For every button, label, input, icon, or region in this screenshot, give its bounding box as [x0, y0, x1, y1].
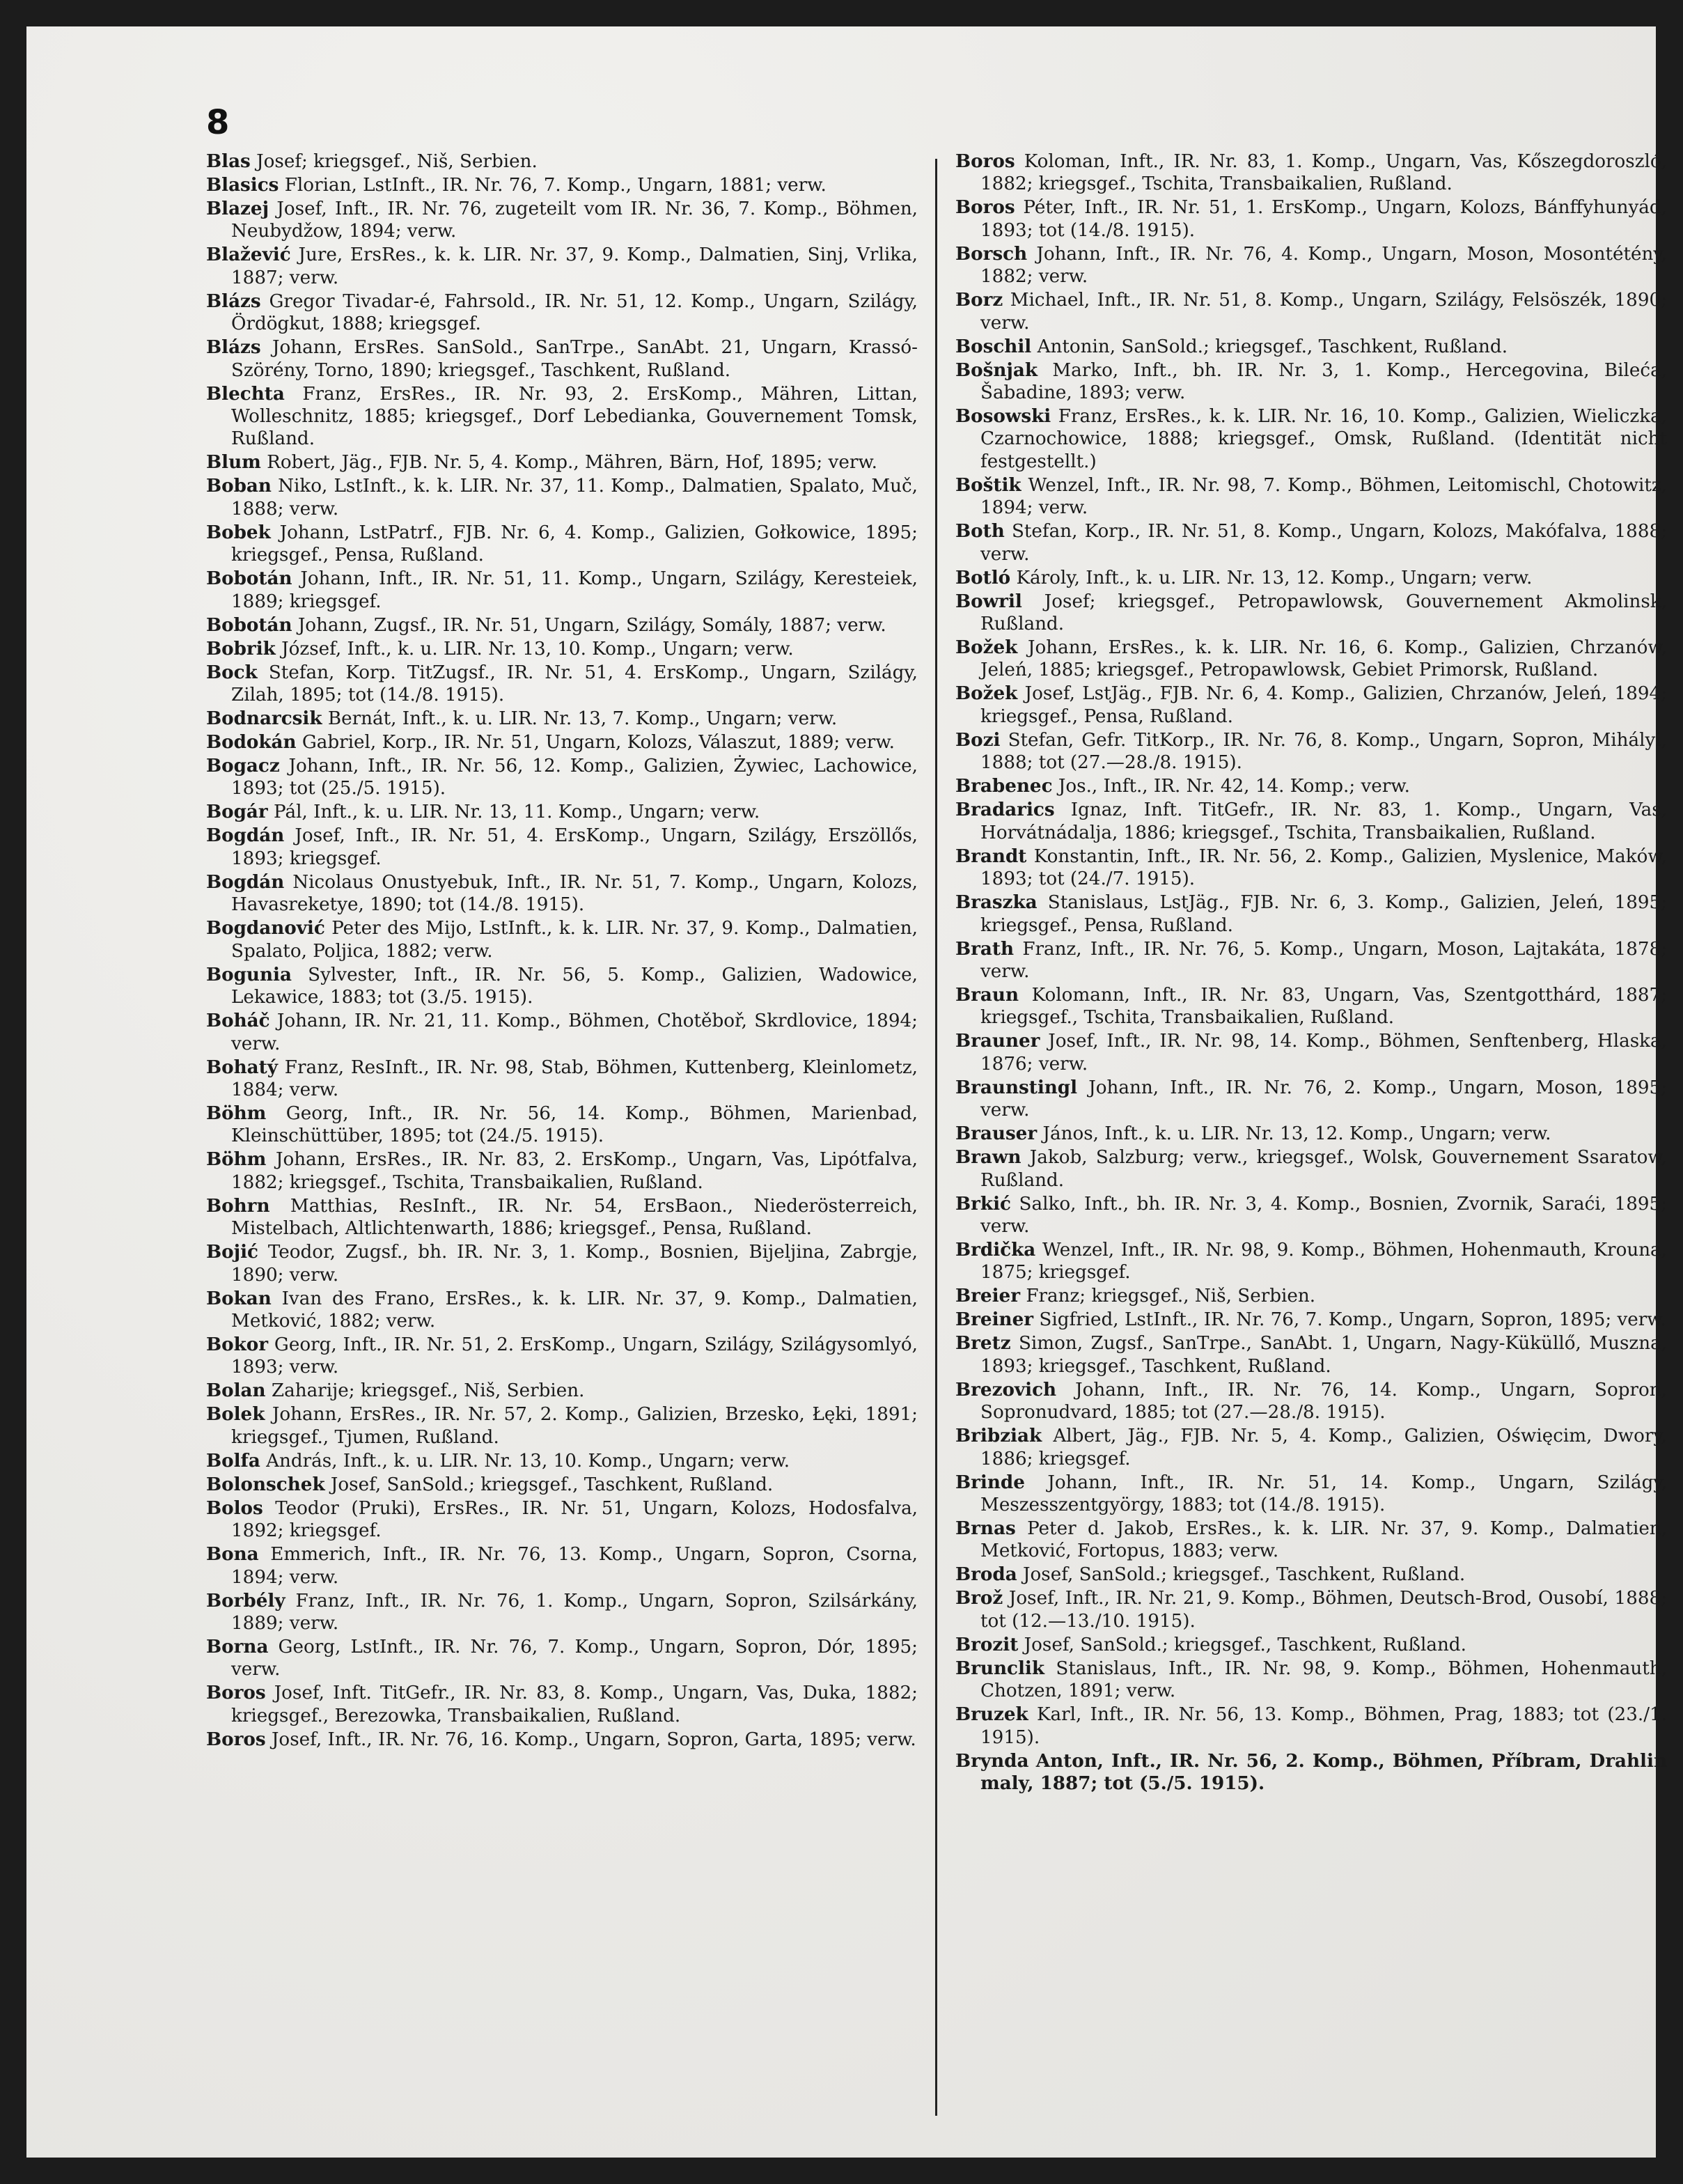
list-entry — [955, 775, 1667, 797]
entry-details: Péter, Inft., IR. Nr. 51, 1. ErsKomp., Ungarn, Kolozs, Bánffyhunyád, 1893; tot (14./8. 1915). — [980, 197, 1668, 241]
list-entry — [206, 1056, 918, 1102]
list-entry — [206, 568, 918, 613]
entry-surname: Bolonschek — [206, 1473, 325, 1495]
entry-surname: Brynda — [955, 1749, 1029, 1772]
list-entry — [206, 336, 918, 382]
entry-surname: Blum — [206, 451, 261, 474]
entry-surname: Bogacz — [206, 755, 280, 777]
list-entry — [206, 708, 918, 730]
list-entry — [955, 729, 1667, 774]
list-entry — [206, 1590, 918, 1635]
entry-details: Josef; kriegsgef., Petropawlowsk, Gouvernement Akmolinsk, Rußland. — [980, 591, 1667, 635]
entry-surname: Brezovich — [955, 1378, 1057, 1401]
entry-surname: Boštik — [955, 474, 1021, 496]
entry-surname: Bosowski — [955, 405, 1051, 428]
entry-surname: Bradarics — [955, 799, 1055, 821]
entry-surname: Bretz — [955, 1332, 1011, 1355]
list-entry — [206, 614, 918, 637]
entry-surname: Boháč — [206, 1010, 270, 1032]
entry-surname: Bobrik — [206, 637, 276, 660]
entry-surname: Bona — [206, 1543, 259, 1566]
list-entry — [955, 845, 1667, 891]
entry-surname: Blechta — [206, 382, 285, 405]
entry-details: Josef, Inft., IR. Nr. 51, 4. ErsKomp., Ungarn, Szilágy, Erszöllős, 1893; kriegsgef. — [231, 825, 918, 869]
list-entry — [206, 1636, 918, 1681]
entry-details: Johann, ErsRes., k. k. LIR. Nr. 16, 6. Komp., Galizien, Chrzanów, Jeleń, 1885; kriegsgef., Petropawlowsk, Gebiet Primorsk, Rußland. — [980, 637, 1668, 681]
list-entry — [206, 1288, 918, 1333]
entry-surname: Brawn — [955, 1146, 1021, 1169]
list-entry — [206, 1241, 918, 1286]
list-entry — [206, 1403, 918, 1449]
entry-details: Antonin, SanSold.; kriegsgef., Taschkent, Rußland. — [1037, 336, 1508, 357]
entry-details: Wenzel, Inft., IR. Nr. 98, 9. Komp., Böhmen, Hohenmauth, Krouna, 1875; kriegsgef. — [980, 1239, 1667, 1284]
entry-details: Károly, Inft., k. u. LIR. Nr. 13, 12. Komp., Ungarn; verw. — [1016, 567, 1533, 588]
entry-surname: Blázs — [206, 290, 261, 312]
right-column — [955, 150, 1667, 1796]
page-number: 8 — [206, 103, 230, 142]
entry-surname: Botló — [955, 566, 1011, 588]
list-entry — [206, 731, 918, 754]
entry-surname: Brož — [955, 1587, 1003, 1609]
left-column — [206, 150, 918, 1752]
list-entry — [955, 1750, 1667, 1795]
entry-details: Johann, Inft., IR. Nr. 51, 14. Komp., Ungarn, Szilágy, Meszesszentgyörgy, 1883; tot (14./8. 1915). — [980, 1472, 1668, 1515]
entry-details: József, Inft., k. u. LIR. Nr. 13, 10. Komp., Ungarn; verw. — [281, 638, 794, 660]
entry-details: Wenzel, Inft., IR. Nr. 98, 7. Komp., Böhmen, Leitomischl, Chotowitz, 1894; verw. — [980, 474, 1668, 519]
entry-surname: Bokan — [206, 1287, 272, 1309]
list-entry — [955, 150, 1667, 196]
entry-details: Koloman, Inft., IR. Nr. 83, 1. Komp., Ungarn, Vas, Kőszegdoroszló, 1882; kriegsgef., Tschita, Transbaikalien, Rußland. — [980, 151, 1667, 195]
entry-surname: Breier — [955, 1285, 1020, 1307]
list-entry — [955, 567, 1667, 589]
entry-details: Matthias, ResInft., IR. Nr. 54, ErsBaon., Niederösterreich, Mistelbach, Altlichtenwarth, 1886; kriegsgef., Pensa, Rußland. — [231, 1195, 918, 1240]
entry-details: Johann, Zugsf., IR. Nr. 51, Ungarn, Szilágy, Somály, 1887; verw. — [297, 614, 886, 636]
list-entry — [955, 799, 1667, 844]
entry-details: Josef, Inft. TitGefr., IR. Nr. 83, 8. Komp., Ungarn, Vas, Duka, 1882; kriegsgef., Berezowka, Transbaikalien, Rußland. — [231, 1683, 918, 1726]
list-entry — [955, 1703, 1667, 1749]
list-entry — [955, 359, 1667, 405]
entry-details: Jure, ErsRes., k. k. LIR. Nr. 37, 9. Komp., Dalmatien, Sinj, Vrlika, 1887; verw. — [231, 244, 918, 288]
list-entry — [206, 290, 918, 336]
entry-surname: Bohatý — [206, 1056, 278, 1078]
entry-surname: Bobotán — [206, 614, 292, 636]
entry-details: Johann, LstPatrf., FJB. Nr. 6, 4. Komp., Galizien, Gołkowice, 1895; kriegsgef., Pensa, Rußland. — [231, 522, 918, 566]
list-entry — [955, 1472, 1667, 1517]
list-entry — [206, 662, 918, 707]
list-entry — [955, 1193, 1667, 1238]
entry-surname: Both — [955, 520, 1005, 543]
list-entry — [955, 1285, 1667, 1307]
entry-details: Florian, LstInft., IR. Nr. 76, 7. Komp., Ungarn, 1881; verw. — [284, 175, 827, 196]
entry-surname: Bobotán — [206, 568, 292, 590]
entry-details: Franz, Inft., IR. Nr. 76, 1. Komp., Ungarn, Sopron, Szilsárkány, 1889; verw. — [231, 1590, 918, 1634]
entry-surname: Broda — [955, 1563, 1017, 1586]
list-entry — [206, 1102, 918, 1148]
entry-details: Stefan, Korp., IR. Nr. 51, 8. Komp., Ungarn, Kolozs, Makófalva, 1888; verw. — [980, 521, 1667, 565]
entry-surname: Bobek — [206, 521, 271, 543]
entry-details: Peter des Mijo, LstInft., k. k. LIR. Nr. 37, 9. Komp., Dalmatien, Spalato, Poljica, 1882; verw. — [231, 918, 918, 962]
list-entry — [206, 964, 918, 1009]
entry-surname: Braun — [955, 983, 1019, 1006]
list-entry — [206, 1380, 918, 1402]
list-entry — [206, 174, 918, 196]
list-entry — [206, 475, 918, 520]
entry-details: Josef, Inft., IR. Nr. 76, 16. Komp., Ungarn, Sopron, Garta, 1895; verw. — [271, 1729, 916, 1750]
list-entry — [206, 638, 918, 660]
entry-details: Peter d. Jakob, ErsRes., k. k. LIR. Nr. 37, 9. Komp., Dalmatien, Metković, Fortopus, 1883; verw. — [980, 1518, 1668, 1562]
entry-details: Anton, Inft., IR. Nr. 56, 2. Komp., Böhmen, Příbram, Drahlin maly, 1887; tot (5./5. 1915). — [980, 1749, 1667, 1794]
entry-details: Karl, Inft., IR. Nr. 56, 13. Komp., Böhmen, Prag, 1883; tot (23./1. 1915). — [980, 1704, 1668, 1748]
entry-surname: Bokor — [206, 1333, 269, 1355]
entry-details: Josef, Inft., IR. Nr. 76, zugeteilt vom IR. Nr. 36, 7. Komp., Böhmen, Neubydžow, 1894; verw. — [231, 198, 918, 242]
entry-details: Josef, LstJäg., FJB. Nr. 6, 4. Komp., Galizien, Chrzanów, Jeleń, 1894; kriegsgef., Pensa, Rußland. — [980, 683, 1668, 727]
entry-details: Ignaz, Inft. TitGefr., IR. Nr. 83, 1. Komp., Ungarn, Vas, Horvátnádalja, 1886; kriegsgef., Tschita, Transbaikalien, Rußland. — [980, 800, 1668, 843]
list-entry — [206, 383, 918, 451]
entry-surname: Borz — [955, 289, 1003, 311]
entry-details: Sigfried, LstInft., IR. Nr. 76, 7. Komp., Ungarn, Sopron, 1895; verw. — [1039, 1309, 1666, 1331]
list-entry — [206, 1543, 918, 1589]
entry-surname: Božek — [955, 682, 1018, 705]
list-entry — [955, 984, 1667, 1029]
list-entry — [955, 405, 1667, 473]
entry-details: Johann, Inft., IR. Nr. 51, 11. Komp., Ungarn, Szilágy, Keresteiek, 1889; kriegsgef. — [231, 568, 918, 612]
entry-surname: Bolan — [206, 1380, 266, 1402]
list-entry — [955, 1123, 1667, 1145]
entry-details: Franz; kriegsgef., Niš, Serbien. — [1026, 1286, 1316, 1307]
list-entry — [955, 243, 1667, 288]
list-entry — [206, 1450, 918, 1472]
entry-surname: Bogdán — [206, 825, 285, 847]
list-entry — [206, 1334, 918, 1379]
entry-details: Stefan, Korp. TitZugsf., IR. Nr. 51, 4. ErsKomp., Ungarn, Szilágy, Zilah, 1895; tot (14./8. 1915). — [231, 662, 918, 706]
list-entry — [206, 1682, 918, 1727]
list-entry — [955, 891, 1667, 937]
entry-surname: Braszka — [955, 891, 1038, 914]
entry-details: Bernát, Inft., k. u. LIR. Nr. 13, 7. Komp., Ungarn; verw. — [327, 708, 838, 730]
list-entry — [955, 1518, 1667, 1563]
list-entry — [206, 755, 918, 800]
entry-surname: Boros — [955, 196, 1015, 219]
entry-surname: Brandt — [955, 845, 1027, 867]
entry-details: Kolomann, Inft., IR. Nr. 83, Ungarn, Vas, Szentgotthárd, 1887; kriegsgef., Tschita, Transbaikalien, Rußland. — [980, 984, 1667, 1029]
entry-surname: Brozit — [955, 1633, 1019, 1655]
entry-details: Jakob, Salzburg; verw., kriegsgef., Wolsk, Gouvernement Ssaratow, Rußland. — [980, 1147, 1667, 1191]
entry-surname: Bohrn — [206, 1194, 270, 1217]
entry-details: Emmerich, Inft., IR. Nr. 76, 13. Komp., Ungarn, Sopron, Csorna, 1894; verw. — [231, 1544, 918, 1588]
entry-details: Nicolaus Onustyebuk, Inft., IR. Nr. 51, 7. Komp., Ungarn, Kolozs, Havasreketye, 1890; tot (14./8. 1915). — [231, 871, 918, 916]
list-entry — [955, 591, 1667, 636]
entry-surname: Boros — [206, 1728, 266, 1750]
entry-surname: Brunclik — [955, 1657, 1044, 1679]
entry-details: Johann, IR. Nr. 21, 11. Komp., Böhmen, Chotěboř, Skrdlovice, 1894; verw. — [231, 1011, 918, 1054]
list-entry — [955, 1239, 1667, 1284]
entry-details: Salko, Inft., bh. IR. Nr. 3, 4. Komp., Bosnien, Zvornik, Saraći, 1895; verw. — [980, 1193, 1668, 1237]
list-entry — [206, 801, 918, 823]
list-entry — [206, 198, 918, 243]
entry-details: Johann, ErsRes., IR. Nr. 57, 2. Komp., Galizien, Brzesko, Łęki, 1891; kriegsgef., Tjumen, Rußland. — [231, 1404, 918, 1448]
list-entry — [955, 1634, 1667, 1656]
entry-details: András, Inft., k. u. LIR. Nr. 13, 10. Komp., Ungarn; verw. — [266, 1450, 790, 1472]
list-entry — [206, 1497, 918, 1543]
entry-details: Jos., Inft., IR. Nr. 42, 14. Komp.; verw. — [1058, 776, 1410, 797]
list-entry — [955, 938, 1667, 983]
entry-surname: Borna — [206, 1635, 269, 1658]
entry-details: Michael, Inft., IR. Nr. 51, 8. Komp., Ungarn, Szilágy, Felsöszék, 1890; verw. — [980, 290, 1667, 334]
entry-details: Franz, ResInft., IR. Nr. 98, Stab, Böhmen, Kuttenberg, Kleinlometz, 1884; verw. — [231, 1056, 918, 1100]
list-entry — [955, 520, 1667, 566]
entry-details: Konstantin, Inft., IR. Nr. 56, 2. Komp., Galizien, Myslenice, Maków, 1893; tot (24./7. 1915). — [980, 845, 1667, 890]
column-divider — [935, 159, 937, 2116]
list-entry — [955, 474, 1667, 520]
entry-surname: Braunstingl — [955, 1076, 1078, 1098]
entry-surname: Brath — [955, 937, 1015, 960]
entry-surname: Bogdanović — [206, 917, 325, 939]
entry-surname: Borbély — [206, 1589, 285, 1612]
entry-surname: Brabenec — [955, 775, 1053, 797]
entry-surname: Bojić — [206, 1241, 258, 1263]
entry-details: Franz, ErsRes., k. k. LIR. Nr. 16, 10. Komp., Galizien, Wieliczka, Czarnochowice, 1888; kriegsgef., Omsk, Rußland. (Identität nicht festgestellt.) — [980, 406, 1667, 472]
list-entry — [955, 1030, 1667, 1075]
entry-details: Albert, Jäg., FJB. Nr. 5, 4. Komp., Galizien, Oświęcim, Dwory, 1886; kriegsgef. — [980, 1426, 1667, 1469]
entry-surname: Bošnjak — [955, 359, 1038, 381]
entry-details: Ivan des Frano, ErsRes., k. k. LIR. Nr. 37, 9. Komp., Dalmatien, Metković, 1882; verw. — [231, 1288, 918, 1332]
entry-details: Josef, SanSold.; kriegsgef., Taschkent, Rußland. — [1023, 1564, 1466, 1586]
entry-details: Franz, ErsRes., IR. Nr. 93, 2. ErsKomp., Mähren, Littan, Wolleschnitz, 1885; kriegsgef., Dorf Lebedianka, Gouvernement Tomsk, Rußland. — [231, 383, 918, 450]
entry-details: Franz, Inft., IR. Nr. 76, 5. Komp., Ungarn, Moson, Lajtakáta, 1878; verw. — [980, 938, 1667, 982]
entry-details: Josef, Inft., IR. Nr. 98, 14. Komp., Böhmen, Senftenberg, Hlaska, 1876; verw. — [980, 1031, 1667, 1075]
entry-details: Josef, SanSold.; kriegsgef., Taschkent, Rußland. — [1024, 1634, 1466, 1655]
entry-surname: Bribziak — [955, 1425, 1042, 1447]
entry-details: Georg, Inft., IR. Nr. 51, 2. ErsKomp., Ungarn, Szilágy, Szilágysomlyó, 1893; verw. — [231, 1334, 918, 1378]
list-entry — [955, 336, 1667, 358]
entry-details: Robert, Jäg., FJB. Nr. 5, 4. Komp., Mähren, Bärn, Hof, 1895; verw. — [267, 452, 877, 474]
entry-surname: Bozi — [955, 728, 1001, 751]
entry-surname: Boros — [955, 150, 1015, 172]
entry-details: Johann, Inft., IR. Nr. 76, 4. Komp., Ungarn, Moson, Mosontétény, 1882; verw. — [980, 243, 1667, 288]
entry-surname: Bogár — [206, 801, 268, 823]
entry-surname: Bruzek — [955, 1703, 1028, 1726]
list-entry — [955, 1146, 1667, 1192]
entry-details: Teodor, Zugsf., bh. IR. Nr. 3, 1. Komp., Bosnien, Bijeljina, Zabrgje, 1890; verw. — [231, 1242, 918, 1286]
entry-details: Josef, Inft., IR. Nr. 21, 9. Komp., Böhmen, Deutsch-Brod, Ousobí, 1888; tot (12.—13./10. 1915). — [980, 1588, 1668, 1632]
list-entry — [955, 1309, 1667, 1331]
list-entry — [955, 1563, 1667, 1586]
entry-details: Stanislaus, LstJäg., FJB. Nr. 6, 3. Komp., Galizien, Jeleń, 1895; kriegsgef., Pensa, Rußland. — [980, 892, 1668, 936]
entry-surname: Blas — [206, 150, 251, 172]
entry-surname: Blasics — [206, 174, 279, 196]
list-entry — [955, 637, 1667, 682]
entry-surname: Borsch — [955, 242, 1028, 265]
entry-surname: Boschil — [955, 335, 1032, 357]
entry-details: Johann, Inft., IR. Nr. 76, 2. Komp., Ungarn, Moson, 1895; verw. — [980, 1077, 1667, 1121]
entry-surname: Boban — [206, 475, 272, 497]
entry-surname: Brdička — [955, 1238, 1036, 1261]
entry-surname: Brauser — [955, 1123, 1038, 1145]
entry-surname: Böhm — [206, 1148, 267, 1171]
list-entry — [955, 289, 1667, 334]
list-entry — [206, 1148, 918, 1194]
entry-details: Sylvester, Inft., IR. Nr. 56, 5. Komp., Galizien, Wadowice, Lekawice, 1883; tot (3./5. 1915). — [231, 964, 918, 1008]
entry-details: Stanislaus, Inft., IR. Nr. 98, 9. Komp., Böhmen, Hohenmauth, Chotzen, 1891; verw. — [980, 1658, 1667, 1702]
list-entry — [955, 1425, 1667, 1470]
entry-details: Stefan, Gefr. TitKorp., IR. Nr. 76, 8. Komp., Ungarn, Sopron, Mihályi, 1888; tot (27.—28./8. 1915). — [980, 729, 1667, 774]
entry-surname: Brinde — [955, 1471, 1025, 1493]
list-entry — [206, 871, 918, 916]
entry-surname: Bolek — [206, 1403, 265, 1426]
entry-details: Georg, Inft., IR. Nr. 56, 14. Komp., Böhmen, Marienbad, Kleinschüttüber, 1895; tot (24./5. 1915). — [231, 1102, 918, 1147]
entry-surname: Bogdán — [206, 871, 285, 893]
entry-surname: Brkić — [955, 1192, 1011, 1215]
entry-surname: Boros — [206, 1682, 266, 1704]
entry-details: Johann, Inft., IR. Nr. 76, 14. Komp., Ungarn, Sopron, Sopronudvard, 1885; tot (27.—28./8. 1915). — [980, 1379, 1667, 1424]
entry-details: Johann, Inft., IR. Nr. 56, 12. Komp., Galizien, Żywiec, Lachowice, 1893; tot (25./5. 1915). — [231, 756, 918, 800]
list-entry — [955, 1379, 1667, 1424]
entry-surname: Bogunia — [206, 963, 292, 985]
entry-details: Johann, ErsRes. SanSold., SanTrpe., SanAbt. 21, Ungarn, Krassó-Szörény, Torno, 1890; kriegsgef., Taschkent, Rußland. — [231, 337, 918, 381]
list-entry — [206, 451, 918, 474]
list-entry — [955, 1332, 1667, 1378]
entry-surname: Brnas — [955, 1517, 1016, 1539]
list-entry — [206, 1195, 918, 1240]
entry-surname: Blažević — [206, 244, 291, 266]
entry-details: Johann, ErsRes., IR. Nr. 83, 2. ErsKomp., Ungarn, Vas, Lipótfalva, 1882; kriegsgef., Tschita, Transbaikalien, Rußland. — [231, 1149, 918, 1193]
list-entry — [955, 1587, 1667, 1632]
entry-surname: Bowril — [955, 590, 1022, 612]
list-entry — [206, 1010, 918, 1055]
entry-surname: Božek — [955, 637, 1018, 659]
list-entry — [955, 1077, 1667, 1122]
entry-surname: Bolos — [206, 1497, 263, 1519]
entry-details: Josef, SanSold.; kriegsgef., Taschkent, Rußland. — [330, 1474, 774, 1495]
entry-surname: Blazej — [206, 198, 269, 219]
entry-surname: Bodnarcsik — [206, 708, 322, 730]
entry-details: Gabriel, Korp., IR. Nr. 51, Ungarn, Kolozs, Válaszut, 1889; verw. — [302, 732, 895, 754]
entry-details: Josef; kriegsgef., Niš, Serbien. — [256, 151, 538, 172]
entry-details: Gregor Tivadar-é, Fahrsold., IR. Nr. 51, 12. Komp., Ungarn, Szilágy, Ördögkut, 1888; kriegsgef. — [231, 290, 918, 335]
entry-surname: Bodokán — [206, 731, 297, 754]
entry-surname: Blázs — [206, 336, 261, 359]
list-entry — [206, 825, 918, 870]
list-entry — [206, 244, 918, 289]
list-entry — [206, 1474, 918, 1496]
entry-details: Zaharije; kriegsgef., Niš, Serbien. — [271, 1380, 585, 1402]
list-entry — [206, 917, 918, 962]
entry-surname: Bolfa — [206, 1449, 260, 1472]
list-entry — [206, 522, 918, 567]
entry-surname: Brauner — [955, 1030, 1040, 1052]
list-entry — [955, 1658, 1667, 1703]
entry-details: János, Inft., k. u. LIR. Nr. 13, 12. Komp., Ungarn; verw. — [1042, 1123, 1551, 1145]
entry-surname: Breiner — [955, 1309, 1034, 1331]
entry-details: Pál, Inft., k. u. LIR. Nr. 13, 11. Komp., Ungarn; verw. — [274, 802, 760, 823]
entry-details: Niko, LstInft., k. k. LIR. Nr. 37, 11. Komp., Dalmatien, Spalato, Muč, 1888; verw. — [231, 476, 918, 520]
entry-surname: Böhm — [206, 1102, 267, 1124]
list-entry — [206, 1729, 918, 1751]
entry-details: Georg, LstInft., IR. Nr. 76, 7. Komp., Ungarn, Sopron, Dór, 1895; verw. — [231, 1636, 918, 1680]
list-entry — [206, 150, 918, 173]
book-page — [26, 26, 1668, 2158]
list-entry — [955, 196, 1667, 242]
entry-details: Teodor (Pruki), ErsRes., IR. Nr. 51, Ungarn, Kolozs, Hodosfalva, 1892; kriegsgef. — [231, 1497, 918, 1542]
entry-surname: Bock — [206, 661, 258, 683]
entry-details: Simon, Zugsf., SanTrpe., SanAbt. 1, Ungarn, Nagy-Küküllő, Muszna, 1893; kriegsgef., Taschkent, Rußland. — [980, 1333, 1668, 1377]
list-entry — [955, 682, 1667, 728]
entry-details: Marko, Inft., bh. IR. Nr. 3, 1. Komp., Hercegovina, Bileća, Šabadine, 1893; verw. — [980, 359, 1668, 404]
